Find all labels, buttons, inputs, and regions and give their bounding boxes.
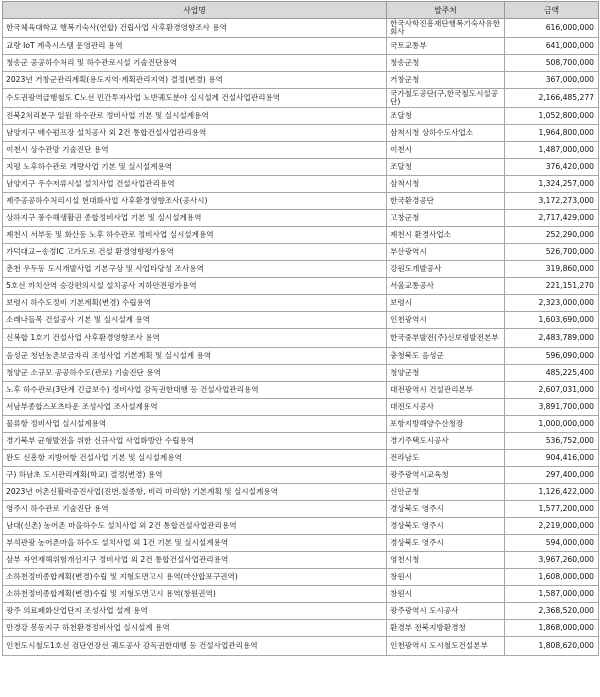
table-row [3, 125, 599, 142]
amount-cell: 1,808,620,000 [505, 637, 599, 656]
table-row [3, 89, 599, 108]
amount-cell: 1,603,690,000 [505, 312, 599, 329]
project-name-cell: 음성군 청년농촌보금자리 조성사업 기본계획 및 실시설계 용역 [3, 348, 387, 365]
project-name-cell: 인천도시철도1호선 검단연장선 궤도공사 감독권한대행 등 건설사업관리용역 [3, 637, 387, 656]
amount-cell: 1,324,257,000 [505, 176, 599, 193]
table-row [3, 467, 599, 484]
table-row [3, 278, 599, 295]
table-row [3, 620, 599, 637]
project-table [2, 1, 599, 656]
project-name-cell: 만경강 봉동지구 하천환경정비사업 실시설계 용역 [3, 620, 387, 637]
table-row [3, 586, 599, 603]
amount-cell: 616,000,000 [505, 19, 599, 38]
project-name-cell: 상하지구 풍수해생활권 종합정비사업 기본 및 실시설계용역 [3, 210, 387, 227]
table-row [3, 108, 599, 125]
amount-cell: 2,607,031,000 [505, 382, 599, 399]
client-cell: 창원시 [387, 586, 505, 603]
amount-cell: 1,587,000,000 [505, 586, 599, 603]
project-name-cell: 제주공공하수처리시설 현대화사업 사후환경영향조사(공사시) [3, 193, 387, 210]
client-cell: 충청북도 음성군 [387, 348, 505, 365]
client-cell: 대전광역시 건설관리본부 [387, 382, 505, 399]
amount-cell: 1,126,422,000 [505, 484, 599, 501]
client-cell: 인천광역시 [387, 312, 505, 329]
project-name-cell: 남양지구 우수저류시설 설치사업 건설사업관리용역 [3, 176, 387, 193]
project-name-cell: 부석관광 농어촌마을 하수도 설치사업 외 1건 기본 및 실시설계용역 [3, 535, 387, 552]
client-cell: 한국사학진흥재단행복기숙사유한회사 [387, 19, 505, 38]
client-cell: 신안군청 [387, 484, 505, 501]
table-row [3, 535, 599, 552]
client-cell: 경기주택도시공사 [387, 433, 505, 450]
project-name-cell: 지평 노후하수관로 개량사업 기본 및 실시설계용역 [3, 159, 387, 176]
client-cell: 거창군청 [387, 72, 505, 89]
project-name-cell: 삼부 자연재해위험개선지구 정비사업 외 2건 통합건설사업관리용역 [3, 552, 387, 569]
amount-cell: 485,225,400 [505, 365, 599, 382]
table-row [3, 261, 599, 278]
client-cell: 대전도시공사 [387, 399, 505, 416]
client-cell: 창원시 [387, 569, 505, 586]
client-cell: 보령시 [387, 295, 505, 312]
client-cell: 전라남도 [387, 450, 505, 467]
amount-cell: 594,000,000 [505, 535, 599, 552]
client-cell: 이천시 [387, 142, 505, 159]
project-name-cell: 2023년 거창군관리계획(용도지역·계획관리지역) 결정(변경) 용역 [3, 72, 387, 89]
table-row [3, 399, 599, 416]
amount-cell: 367,000,000 [505, 72, 599, 89]
client-cell: 서울교통공사 [387, 278, 505, 295]
project-name-cell: 남양지구 배수펌프장 설치공사 외 2건 통합건설사업관리용역 [3, 125, 387, 142]
amount-cell: 1,052,800,000 [505, 108, 599, 125]
client-cell: 삼척시청 [387, 176, 505, 193]
amount-cell: 2,323,000,000 [505, 295, 599, 312]
table-row [3, 244, 599, 261]
amount-cell: 536,752,000 [505, 433, 599, 450]
project-name-cell: 신복합 1호기 건설사업 사후환경영향조사 용역 [3, 329, 387, 348]
project-name-cell: 교량 IoT 계측시스템 운영관리 용역 [3, 38, 387, 55]
table-row [3, 484, 599, 501]
client-cell: 한국환경공단 [387, 193, 505, 210]
client-cell: 경상북도 영주시 [387, 535, 505, 552]
project-name-cell: 보령시 하수도정비 기본계획(변경) 수립용역 [3, 295, 387, 312]
table-row [3, 365, 599, 382]
project-name-cell: 영주시 하수관로 기술진단 용역 [3, 501, 387, 518]
project-name-cell: 남대(신촌) 농어촌 마을하수도 설치사업 외 2건 통합건설사업관리용역 [3, 518, 387, 535]
amount-cell: 1,608,000,000 [505, 569, 599, 586]
client-cell: 경상북도 영주시 [387, 518, 505, 535]
client-cell: 청송군청 [387, 55, 505, 72]
project-name-cell: 노후 하수관로(3단계 긴급보수) 정비사업 감독권한대행 등 건설사업관리용역 [3, 382, 387, 399]
amount-cell: 596,090,000 [505, 348, 599, 365]
amount-cell: 2,219,000,000 [505, 518, 599, 535]
client-cell: 포항지방해양수산청장 [387, 416, 505, 433]
table-row [3, 193, 599, 210]
table-row [3, 295, 599, 312]
table-row [3, 433, 599, 450]
project-name-cell: 구) 하남초 도시관리계획(학교) 결정(변경) 용역 [3, 467, 387, 484]
project-name-cell: 청양군 소규모 공공하수도(관로) 기술진단 용역 [3, 365, 387, 382]
table-row [3, 329, 599, 348]
amount-cell: 221,151,270 [505, 278, 599, 295]
client-cell: 제천시 환경사업소 [387, 227, 505, 244]
header-amount: 금액 [505, 2, 599, 19]
client-cell: 조달청 [387, 108, 505, 125]
amount-cell: 508,700,000 [505, 55, 599, 72]
amount-cell: 2,717,429,000 [505, 210, 599, 227]
table-row [3, 38, 599, 55]
client-cell: 광주광역시교육청 [387, 467, 505, 484]
amount-cell: 3,172,273,000 [505, 193, 599, 210]
table-row [3, 450, 599, 467]
table-row [3, 416, 599, 433]
header-project-name: 사업명 [3, 2, 387, 19]
client-cell: 삼척시청 상하수도사업소 [387, 125, 505, 142]
client-cell: 국가철도공단(구,한국철도시설공단) [387, 89, 505, 108]
project-name-cell: 광주 의료폐화산업단지 조성사업 설계 용역 [3, 603, 387, 620]
project-name-cell: 제천시 서부동 및 화산동 노후 하수관로 정비사업 실시설계용역 [3, 227, 387, 244]
project-name-cell: 청송군 공공하수처리 및 하수관로시설 기술진단용역 [3, 55, 387, 72]
project-name-cell: 소래나들목 건설공사 기본 및 실시설계 용역 [3, 312, 387, 329]
table-row [3, 569, 599, 586]
table-row [3, 142, 599, 159]
client-cell: 경상북도 영주시 [387, 501, 505, 518]
table-row [3, 210, 599, 227]
table-row [3, 176, 599, 193]
project-name-cell: 이천시 상수관망 기술진단 용역 [3, 142, 387, 159]
client-cell: 환경부 전북지방환경청 [387, 620, 505, 637]
project-name-cell: 진북2처리분구 일원 하수관로 정비사업 기본 및 실시설계용역 [3, 108, 387, 125]
client-cell: 부산광역시 [387, 244, 505, 261]
client-cell: 청양군청 [387, 365, 505, 382]
project-name-cell: 경기북부 균형발전을 위한 신규사업 사업화방안 수립용역 [3, 433, 387, 450]
amount-cell: 1,964,800,000 [505, 125, 599, 142]
amount-cell: 297,400,000 [505, 467, 599, 484]
table-row [3, 603, 599, 620]
table-header-row [3, 2, 599, 19]
amount-cell: 904,416,000 [505, 450, 599, 467]
document-page [0, 1, 600, 697]
amount-cell: 2,166,485,277 [505, 89, 599, 108]
client-cell: 강원도개발공사 [387, 261, 505, 278]
table-row [3, 227, 599, 244]
client-cell: 인천광역시 도시철도건설본부 [387, 637, 505, 656]
table-row [3, 159, 599, 176]
amount-cell: 1,868,000,000 [505, 620, 599, 637]
amount-cell: 252,290,000 [505, 227, 599, 244]
project-name-cell: 2023년 어촌신활력증진사업(진번.칠종항, 비리 마리항) 기본계획 및 실시설계용역 [3, 484, 387, 501]
project-name-cell: 춘천 우두동 도시개발사업 기본구상 및 사업타당성 조사용역 [3, 261, 387, 278]
project-name-cell: 한국체육대학교 행복기숙사(연합) 건립사업 사후환경영향조사 용역 [3, 19, 387, 38]
client-cell: 광주광역시 도시공사 [387, 603, 505, 620]
client-cell: 고창군청 [387, 210, 505, 227]
project-name-cell: 가덕대교~송정IC 고가도로 건설 환경영향평가용역 [3, 244, 387, 261]
amount-cell: 2,483,789,000 [505, 329, 599, 348]
amount-cell: 641,000,000 [505, 38, 599, 55]
amount-cell: 1,577,200,000 [505, 501, 599, 518]
project-name-cell: 5호선 까치산역 승강편의시설 설치공사 지하안전평가용역 [3, 278, 387, 295]
table-row [3, 382, 599, 399]
project-name-cell: 물류항 정비사업 실시설계용역 [3, 416, 387, 433]
table-row [3, 552, 599, 569]
table-row [3, 19, 599, 38]
amount-cell: 1,487,000,000 [505, 142, 599, 159]
client-cell: 한국중부발전(주)신보령발전본부 [387, 329, 505, 348]
table-row [3, 55, 599, 72]
table-row [3, 312, 599, 329]
table-row [3, 72, 599, 89]
table-body [3, 19, 599, 656]
table-row [3, 637, 599, 656]
project-name-cell: 수도권광역급행철도 C노선 민간투자사업 노반궤도분야 실시설계 건설사업관리용역 [3, 89, 387, 108]
amount-cell: 319,860,000 [505, 261, 599, 278]
amount-cell: 1,000,000,000 [505, 416, 599, 433]
amount-cell: 2,368,520,000 [505, 603, 599, 620]
amount-cell: 3,967,260,000 [505, 552, 599, 569]
project-name-cell: 소하천정비종합계획(변경)수립 및 지형도면고시 용역(마산합포구권역) [3, 569, 387, 586]
header-client: 발주처 [387, 2, 505, 19]
amount-cell: 376,420,000 [505, 159, 599, 176]
client-cell: 영천시청 [387, 552, 505, 569]
table-row [3, 518, 599, 535]
table-row [3, 348, 599, 365]
project-name-cell: 서남부종합스포츠타운 조성사업 조사설계용역 [3, 399, 387, 416]
project-name-cell: 완도 신흥항 지방어항 건설사업 기본 및 실시설계용역 [3, 450, 387, 467]
amount-cell: 3,891,700,000 [505, 399, 599, 416]
table-row [3, 501, 599, 518]
amount-cell: 526,700,000 [505, 244, 599, 261]
client-cell: 조달청 [387, 159, 505, 176]
project-name-cell: 소하천정비종합계획(변경)수립 및 지형도면고시 용역(창원권역) [3, 586, 387, 603]
client-cell: 국토교통부 [387, 38, 505, 55]
